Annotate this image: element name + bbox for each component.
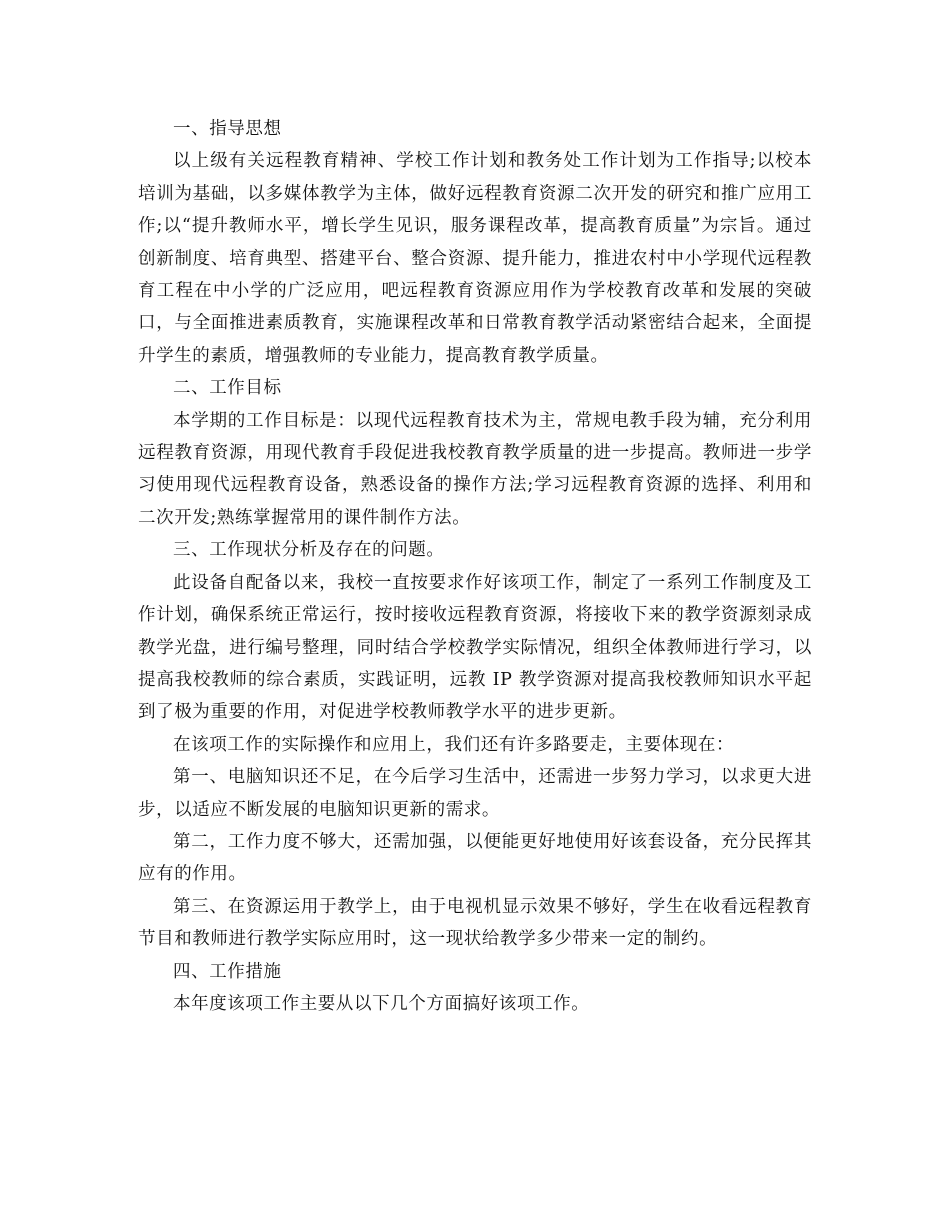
section-heading-guiding-ideology: 一、指导思想 bbox=[173, 119, 282, 139]
section-heading-work-measures: 四、工作措施 bbox=[173, 961, 282, 982]
paragraph-work-measures: 本年度该项工作主要从以下几个方面搞好该项工作。 bbox=[173, 993, 590, 1014]
paragraph-issue-first: 第一、电脑知识还不足，在今后学习生活中，还需进一步努力学习，以求更大进步，以适应不断发展的电脑知识更新的需求。 bbox=[138, 767, 812, 820]
paragraph-status-analysis: 此设备自配备以来，我校一直按要求作好该项工作，制定了一系列工作制度及工作计划，确保系统正常运行，按时接收远程教育资源，将接收下来的教学资源刻录成教学光盘，进行编号整理，同时结合学校教学实际情况，组织全体教师进行学习，以提高我校教师的综合素质，实践证明，远教 IP 教学资源对提高我校教师知识水平起到了极为重要的作用，对促进学校教师教学水平的进步更新。 bbox=[138, 572, 812, 723]
paragraph-issues-intro: 在该项工作的实际操作和应用上，我们还有许多路要走，主要体现在： bbox=[173, 734, 735, 755]
paragraph-issue-second: 第二，工作力度不够大，还需加强，以便能更好地使用好该套设备，充分民挥其应有的作用。 bbox=[138, 831, 812, 885]
section-heading-status-analysis: 三、工作现状分析及存在的问题。 bbox=[173, 540, 445, 561]
paragraph-guiding-ideology: 以上级有关远程教育精神、学校工作计划和教务处工作计划为工作指导;以校本培训为基础，以多媒体教学为主体，做好远程教育资源二次开发的研究和推广应用工作;以“提升教师水平，增长学生见识，服务课程改革，提高教育质量”为宗旨。通过创新制度、培育典型、搭建平台、整合资源、提升能力，推进农村中小学现代远程教育工程在中小学的广泛应用，吧远程教育资源应用作为学校教育改革和发展的突破口，与全面推进素质教育，实施课程改革和日常教育教学活动紧密结合起来，全面提升学生的素质，增强教师的专业能力，提高教育教学质量。 bbox=[138, 151, 812, 366]
paragraph-issue-third: 第三、在资源运用于教学上，由于电视机显示效果不够好，学生在收看远程教育节目和教师进行教学实际应用时，这一现状给教学多少带来一定的制约。 bbox=[138, 896, 812, 950]
section-heading-work-goals: 二、工作目标 bbox=[173, 378, 282, 399]
paragraph-work-goals: 本学期的工作目标是：以现代远程教育技术为主，常规电教手段为辅，充分利用远程教育资源，用现代教育手段促进我校教育教学质量的进一步提高。教师进一步学习使用现代远程教育设备，熟悉设备的操作方法;学习远程教育资源的选择、利用和二次开发;熟练掌握常用的课件制作方法。 bbox=[138, 410, 812, 528]
